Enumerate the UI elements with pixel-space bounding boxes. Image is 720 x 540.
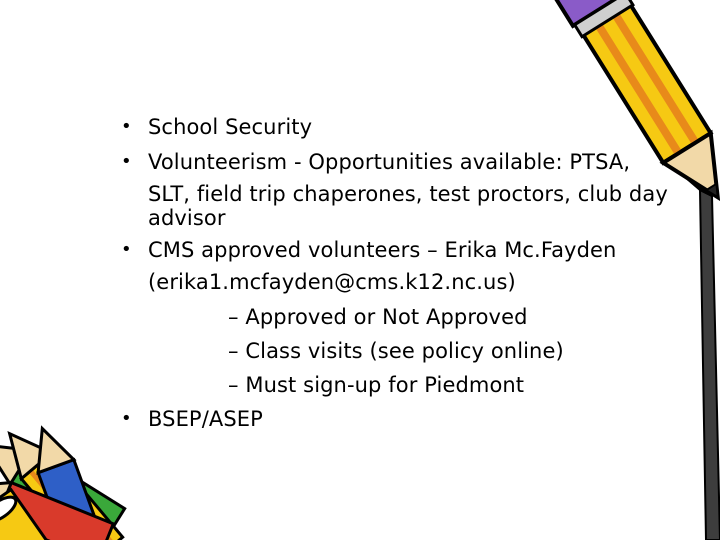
sub-bullet-approved: – Approved or Not Approved (228, 305, 528, 329)
bullet-cms-volunteers-line-1: CMS approved volunteers – Erika Mc.Fayden (148, 238, 617, 262)
bullet-bsep-asep: BSEP/ASEP (148, 407, 263, 431)
bullet-volunteerism-line-1: Volunteerism - Opportunities available: PTSA, (148, 150, 631, 174)
sub-bullet-class-visits: – Class visits (see policy online) (228, 339, 564, 363)
bullet-dot: • (121, 408, 132, 429)
bullet-dot: • (121, 151, 132, 172)
sub-bullet-piedmont: – Must sign-up for Piedmont (228, 373, 525, 397)
bullet-volunteerism-line-2: SLT, field trip chaperones, test proctors, club day (148, 182, 668, 206)
bullet-volunteerism-line-3: advisor (148, 206, 226, 230)
bullet-dot: • (121, 239, 132, 260)
bullet-cms-volunteers-email: (erika1.mcfayden@cms.k12.nc.us) (148, 270, 516, 294)
bullet-school-security: School Security (148, 115, 313, 139)
bullet-dot: • (121, 116, 132, 137)
